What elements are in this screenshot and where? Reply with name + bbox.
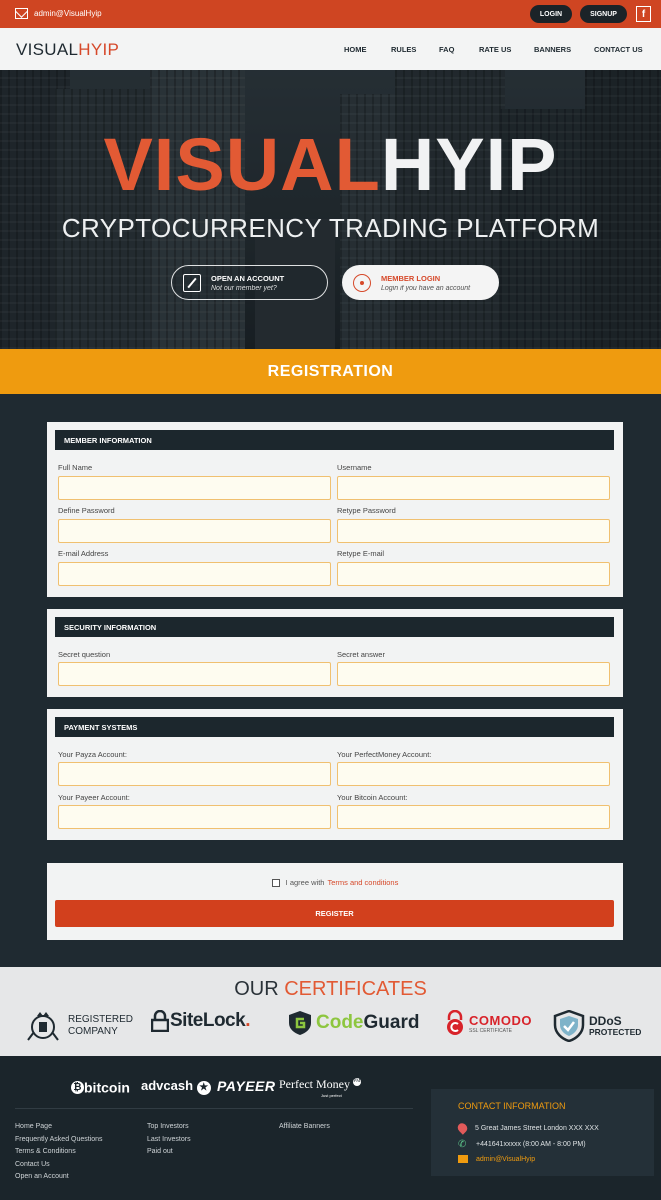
cert-registered-company <box>25 1010 133 1042</box>
nav-rate-us[interactable]: RATE US <box>479 45 512 54</box>
top-email-text: admin@VisualHyip <box>34 9 102 18</box>
retype-email-label: Retype E-mail <box>337 549 385 558</box>
hero-subtitle: CRYPTOCURRENCY TRADING PLATFORM <box>61 213 600 243</box>
bitcoin-label: Your Bitcoin Account: <box>337 793 408 802</box>
top-bar <box>0 0 661 28</box>
payza-label: Your Payza Account: <box>58 750 127 759</box>
cert-sitelock <box>151 1010 250 1032</box>
secret-question-input[interactable] <box>58 662 331 686</box>
advcash-text: advcash <box>141 1078 194 1093</box>
footer-faq[interactable]: Frequently Asked Questions <box>15 1136 103 1143</box>
certificates-title <box>0 978 661 1001</box>
comodo-lock-icon <box>444 1010 466 1036</box>
login-button[interactable]: LOGIN <box>530 5 572 23</box>
ddos-line2: PROTECTED <box>589 1026 642 1037</box>
certificates-section <box>0 967 661 1056</box>
bitcoin-input[interactable] <box>337 805 610 829</box>
open-account-button[interactable] <box>171 265 328 300</box>
register-button[interactable]: REGISTER <box>55 900 614 927</box>
comodo-sub: SSL CERTIFICATE <box>469 1027 512 1034</box>
payeer-label: Your Payeer Account: <box>58 793 130 802</box>
sitelock-dot: . <box>245 1010 251 1031</box>
agree-panel <box>47 863 623 940</box>
retype-password-label: Retype Password <box>337 506 396 515</box>
nav-faq[interactable]: FAQ <box>439 45 455 54</box>
main-nav <box>0 28 661 70</box>
hero-title <box>0 123 661 206</box>
location-pin-icon <box>456 1121 469 1134</box>
logo-part1: VISUAL <box>16 40 79 59</box>
ddos-shield-icon <box>553 1010 585 1042</box>
member-login-title: MEMBER LOGIN <box>381 273 441 283</box>
define-password-input[interactable] <box>58 519 331 543</box>
retype-email-input[interactable] <box>337 562 610 586</box>
advcash-logo <box>141 1078 211 1095</box>
nav-home[interactable]: HOME <box>344 45 367 54</box>
padlock-icon <box>151 1010 169 1032</box>
top-email-link[interactable] <box>15 8 102 19</box>
perfect-money-logo <box>279 1078 361 1102</box>
agree-checkbox[interactable] <box>272 879 280 887</box>
logo-part2: HYIP <box>78 40 120 59</box>
sitelock-text: SiteLock <box>170 1010 246 1031</box>
secret-answer-label: Secret answer <box>337 650 385 659</box>
registration-banner: REGISTRATION <box>0 349 661 394</box>
member-info-panel <box>47 422 623 597</box>
footer-divider <box>15 1108 413 1109</box>
cert-ddos <box>553 1010 641 1042</box>
contact-phone-text: +441641xxxxx (8:00 AM - 8:00 PM) <box>476 1141 586 1148</box>
ddos-line1: DDoS <box>589 1013 622 1028</box>
codeguard-part2: Guard <box>363 1012 420 1033</box>
bitcoin-text: bitcoin <box>84 1079 130 1096</box>
contact-title: CONTACT INFORMATION <box>458 1101 566 1111</box>
footer-paid-out[interactable]: Paid out <box>147 1148 173 1155</box>
footer-top-investors[interactable]: Top Investors <box>147 1123 189 1130</box>
contact-address-text: 5 Great James Street London XXX XXX <box>475 1124 599 1132</box>
comodo-text: COMODO <box>469 1012 532 1028</box>
hero-title-part1: VISUAL <box>103 123 381 206</box>
open-account-sub: Not our member yet? <box>211 284 277 292</box>
username-input[interactable] <box>337 476 610 500</box>
registered-line2: COMPANY <box>68 1026 118 1037</box>
secret-answer-input[interactable] <box>337 662 610 686</box>
pm-badge-icon: PM <box>353 1079 361 1084</box>
payment-systems-panel <box>47 709 623 840</box>
cert-comodo <box>444 1010 532 1036</box>
email-input[interactable] <box>58 562 331 586</box>
payeer-logo: PAYEER <box>217 1078 276 1094</box>
edit-icon <box>183 274 201 292</box>
shield-icon <box>287 1010 313 1036</box>
agree-text: I agree with <box>285 878 325 887</box>
site-logo[interactable] <box>16 40 119 60</box>
bitcoin-icon: ₿ <box>71 1081 84 1094</box>
member-login-button[interactable] <box>342 265 499 300</box>
agree-row <box>47 878 623 887</box>
registered-line1: REGISTERED <box>68 1014 134 1025</box>
security-info-heading: SECURITY INFORMATION <box>55 617 614 637</box>
star-icon: ★ <box>197 1081 211 1095</box>
email-label: E-mail Address <box>58 549 109 558</box>
perfectmoney-label: Your PerfectMoney Account: <box>337 750 432 759</box>
footer-affiliate-banners[interactable]: Affiliate Banners <box>279 1123 330 1130</box>
bitcoin-logo <box>71 1078 130 1095</box>
define-password-label: Define Password <box>58 506 115 515</box>
footer-home-page[interactable]: Home Page <box>15 1123 52 1130</box>
full-name-label: Full Name <box>58 463 93 472</box>
footer-terms[interactable]: Terms & Conditions <box>15 1148 76 1155</box>
member-login-sub: Login if you have an account <box>381 284 471 292</box>
security-info-panel <box>47 609 623 697</box>
facebook-icon[interactable]: f <box>636 6 651 22</box>
retype-password-input[interactable] <box>337 519 610 543</box>
lock-icon <box>353 274 371 292</box>
pm-tagline: Just perfect <box>321 1093 342 1098</box>
payeer-input[interactable] <box>58 805 331 829</box>
full-name-input[interactable] <box>58 476 331 500</box>
contact-email-text: admin@VisualHyip <box>476 1155 536 1163</box>
perfectmoney-input[interactable] <box>337 762 610 786</box>
nav-rules[interactable]: RULES <box>391 45 417 54</box>
payment-systems-heading: PAYMENT SYSTEMS <box>55 717 614 737</box>
cert-codeguard <box>287 1010 419 1036</box>
certificates-title-part1: OUR <box>234 978 279 1000</box>
footer-contact[interactable]: Contact Us <box>15 1161 50 1168</box>
contact-email[interactable] <box>458 1155 535 1163</box>
contact-box <box>431 1089 654 1176</box>
mail-icon <box>15 8 28 19</box>
secret-question-label: Secret question <box>58 650 111 659</box>
member-info-heading: MEMBER INFORMATION <box>55 430 614 450</box>
codeguard-part1: Code <box>316 1012 364 1033</box>
payza-input[interactable] <box>58 762 331 786</box>
hero-title-part2: HYIP <box>380 123 558 206</box>
certificates-title-part2: CERTIFICATES <box>284 978 427 1000</box>
nav-banners[interactable]: BANNERS <box>534 45 572 54</box>
crest-icon <box>25 1010 61 1042</box>
signup-button[interactable]: SIGNUP <box>580 5 627 23</box>
hero-overlay <box>0 70 661 349</box>
phone-icon: ✆ <box>458 1139 467 1150</box>
username-label: Username <box>337 463 372 472</box>
open-account-title: OPEN AN ACCOUNT <box>211 273 285 283</box>
nav-contact-us[interactable]: CONTACT US <box>594 45 643 54</box>
footer <box>0 1056 661 1200</box>
terms-link[interactable]: Terms and conditions <box>327 878 399 887</box>
footer-last-investors[interactable]: Last Investors <box>147 1136 191 1143</box>
contact-address <box>458 1123 599 1133</box>
footer-open-account[interactable]: Open an Account <box>15 1173 69 1180</box>
contact-phone <box>458 1139 586 1150</box>
hero-section <box>0 70 661 349</box>
envelope-icon <box>458 1155 468 1163</box>
perfect-money-text: Perfect Money <box>279 1077 350 1091</box>
